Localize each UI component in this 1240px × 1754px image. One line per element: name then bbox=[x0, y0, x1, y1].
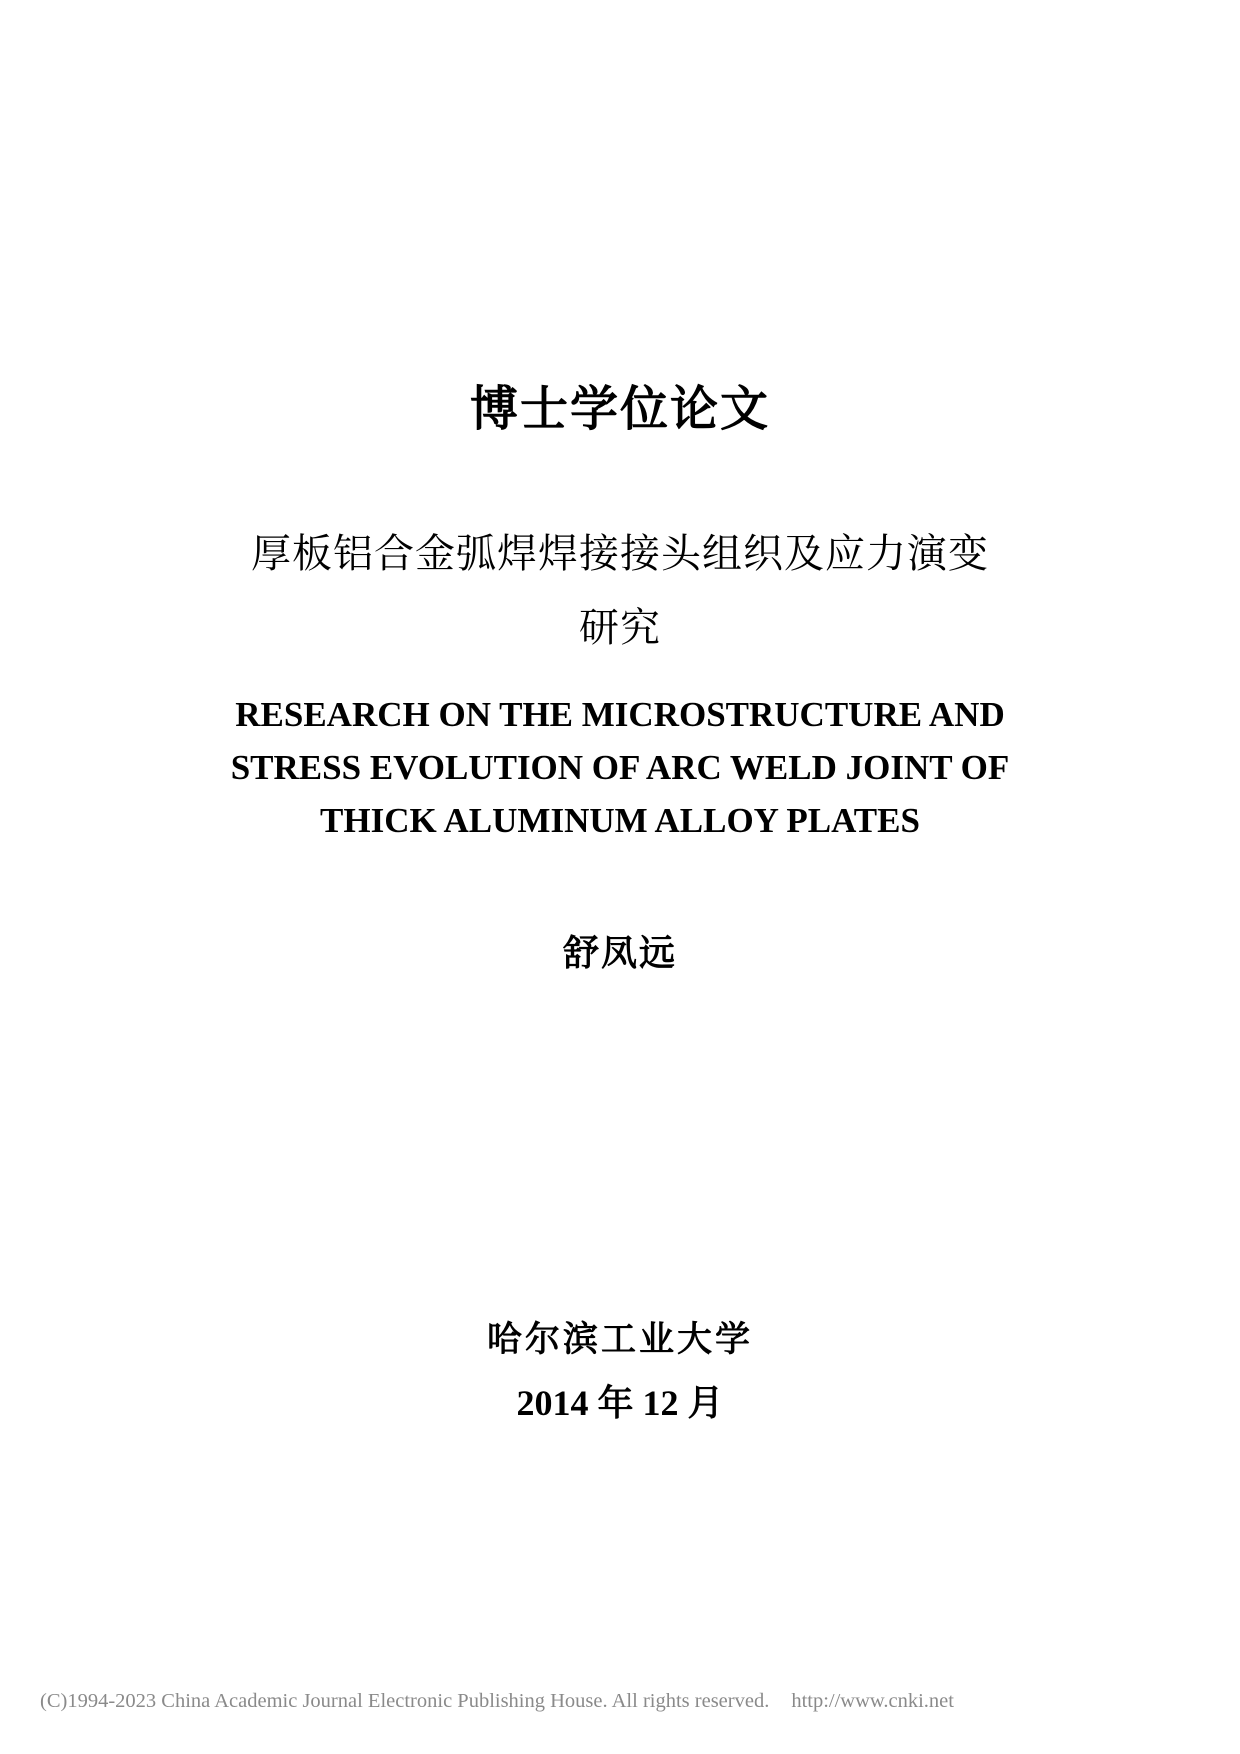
university-name: 哈尔滨工业大学 bbox=[486, 1319, 753, 1360]
copyright-notice: (C)1994-2023 China Academic Journal Electronic Publishing House. All rights reserved. bbox=[40, 1690, 770, 1712]
author-name: 舒凤远 bbox=[562, 932, 677, 974]
chinese-title-line-1: 厚板铝合金弧焊焊接接头组织及应力演变 bbox=[251, 531, 989, 577]
submission-date: 2014 年 12 月 bbox=[516, 1383, 724, 1423]
chinese-title-line-2: 研究 bbox=[579, 605, 661, 651]
english-title-line-1: RESEARCH ON THE MICROSTRUCTURE AND bbox=[235, 695, 1005, 734]
english-title-line-2: STRESS EVOLUTION OF ARC WELD JOINT OF bbox=[230, 748, 1010, 787]
footer-url: http://www.cnki.net bbox=[791, 1690, 954, 1712]
copyright-footer bbox=[40, 1690, 1200, 1713]
degree-type-heading: 博士学位论文 bbox=[469, 381, 770, 437]
english-title-line-3: THICK ALUMINUM ALLOY PLATES bbox=[320, 801, 920, 840]
